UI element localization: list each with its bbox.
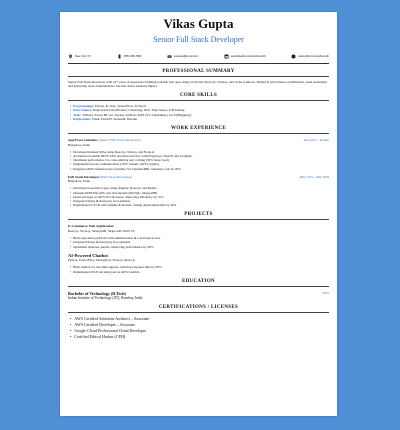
contact-email-text: example@email.com [173, 54, 199, 58]
job-title: AppTrove Solutions [68, 138, 98, 142]
summary-text: Senior Full Stack Developer with 16+ years of experience building scalable web apps using JavaScript, React.js, Node.js, and cloud solutions. Skilled in performance optimization, team leadership, and delivering clean, maintainable code that drives business impact. [68, 80, 328, 89]
project-bullet: • Implemented NLP and deployed on AWS Lambda [70, 270, 329, 274]
contact-location-text: New York, NY [75, 54, 92, 58]
section-skills-heading: CORE SKILLS [179, 93, 218, 99]
section-divider [68, 219, 329, 220]
contact-location [68, 54, 91, 59]
header-divider [68, 63, 329, 64]
education-year: 2015 [322, 290, 329, 295]
job-bullet: • Deployed apps on AWS EC2 & Azure, improving efficiency by 25% [70, 195, 329, 199]
candidate-title: Senior Full Stack Developer [153, 35, 244, 44]
project-stack: React.js, Node.js, MongoDB, Stripe API, AWS S3 [68, 228, 135, 233]
section-divider [68, 76, 329, 77]
certification-item: • AWS Certified Developer – Associate [70, 322, 329, 328]
section-certifications-heading: CERTIFICATIONS / LICENSES [158, 305, 239, 311]
skill-item: • Tools: Tableau, Power BI, Git, Docker, Airflow, AWS (S3, SageMaker), GCP (BigQuery) [70, 113, 329, 117]
project-bullet: • Integrated Stripe & Razorpay for payments [70, 240, 329, 244]
job-bullets [68, 150, 329, 171]
job-title: Full Stack Developer [68, 174, 100, 179]
job-dates: May 2015 – May 2018 [299, 174, 329, 179]
job-bullet: • Optimized performance via code-splitting and caching (30% faster load) [70, 158, 329, 162]
project-name: AI-Powered Chatbot [68, 252, 109, 258]
project-bullets [68, 265, 329, 273]
section-education-heading: EDUCATION [182, 278, 215, 284]
job-bullets [68, 186, 329, 207]
job-bullet: • Developed responsive apps using Angular, React.js, and Redux [70, 186, 329, 190]
job-bullet: • Developed modern SPAs using React.js, Next.js, and Node.js [70, 150, 329, 154]
contact-phone [117, 54, 142, 59]
skills-list [68, 104, 329, 121]
job-bullet: • Implemented secure authentication (JWT, OAuth, AWS Cognito) [70, 162, 329, 166]
job-location: Bangalore, India [68, 179, 90, 184]
section-divider [68, 100, 329, 101]
project-bullet: • Built responsive platform with authentication & role-based access [70, 236, 329, 240]
education-block [68, 291, 329, 301]
candidate-name: Vikas Gupta [163, 16, 234, 31]
skill-item: • Programming: Python, R, SQL, TensorFlow, PyTorch [70, 104, 329, 108]
education-school: Indian Institute of Technology (IIT), Bombay, India [68, 295, 143, 300]
job-bullet: • Integrated AWS infrastructure (Lambda, S3, DynamoDB), reducing costs by 20% [70, 167, 329, 171]
section-summary-heading: PROFESSIONAL SUMMARY [162, 69, 235, 74]
projects-list [68, 224, 329, 273]
contact-linkedin-text: www.linkedin.com/in/johnsmith [230, 54, 266, 58]
project-bullets [68, 236, 329, 249]
phone-icon [117, 54, 122, 59]
job-role: (Senior Full Stack Developer) [98, 138, 141, 142]
section-divider [68, 312, 329, 313]
project-bullet: • Built chatbot for real-time support, reducing response time by 60% [70, 265, 329, 269]
certifications-list [68, 316, 329, 340]
job-location: Bangalore, India [68, 142, 90, 147]
resume-page [60, 12, 337, 416]
section-projects-heading: PROJECTS [184, 212, 213, 218]
contact-github-text: www.github.com/johnsmith [298, 54, 329, 58]
contact-phone-text: (555) 456-7890 [123, 54, 142, 58]
certification-item: • Certified Ethical Hacker (CEH) [70, 334, 329, 340]
github-icon [291, 54, 296, 59]
job-bullet: • Designed RESTful APIs and data models (MySQL, MongoDB) [70, 191, 329, 195]
email-icon [167, 54, 172, 59]
experience-list [68, 138, 329, 207]
section-experience-heading: WORK EXPERIENCE [171, 126, 226, 131]
project-bullet: • Optimized database queries, improving performance by 40% [70, 245, 329, 249]
contact-email[interactable] [167, 54, 198, 59]
job-bullet: • Integrated Stripe & Razorpay for payments [70, 199, 329, 203]
location-icon [68, 54, 73, 59]
certification-item: • Google Cloud Professional Cloud Developer [70, 328, 329, 334]
job-bullet: • Implemented CI/CD with Jenkins & Docker, cutting deployment time by 40% [70, 203, 329, 207]
job-dates: June 2015 – Present [303, 138, 329, 142]
contact-bar [68, 54, 329, 59]
skill-item: • Deployment: Flask, FastAPI, Streamlit, Heroku [70, 117, 329, 121]
education-degree: Bachelor of Technology (B.Tech) [68, 290, 126, 296]
job-bullet: • Architected scalable REST APIs and microservices with Express.js, NestJS, and GraphQL [70, 154, 329, 158]
contact-github[interactable] [291, 54, 329, 59]
linkedin-icon [224, 54, 229, 59]
job-role: (Full Stack Developer) [100, 174, 133, 179]
contact-linkedin[interactable] [224, 54, 266, 59]
certification-item: • AWS Certified Solutions Architect – Associate [70, 316, 329, 322]
project-name: E-Commerce Web Application [68, 224, 114, 229]
section-divider [68, 133, 329, 134]
skill-item: • Data Science: Regression/Classification, Clustering, NLP, Time Series, A/B Testing [70, 108, 329, 112]
section-divider [68, 286, 329, 287]
project-stack: Python, TensorFlow, Dialogflow, Node.js, React.js [68, 258, 135, 263]
